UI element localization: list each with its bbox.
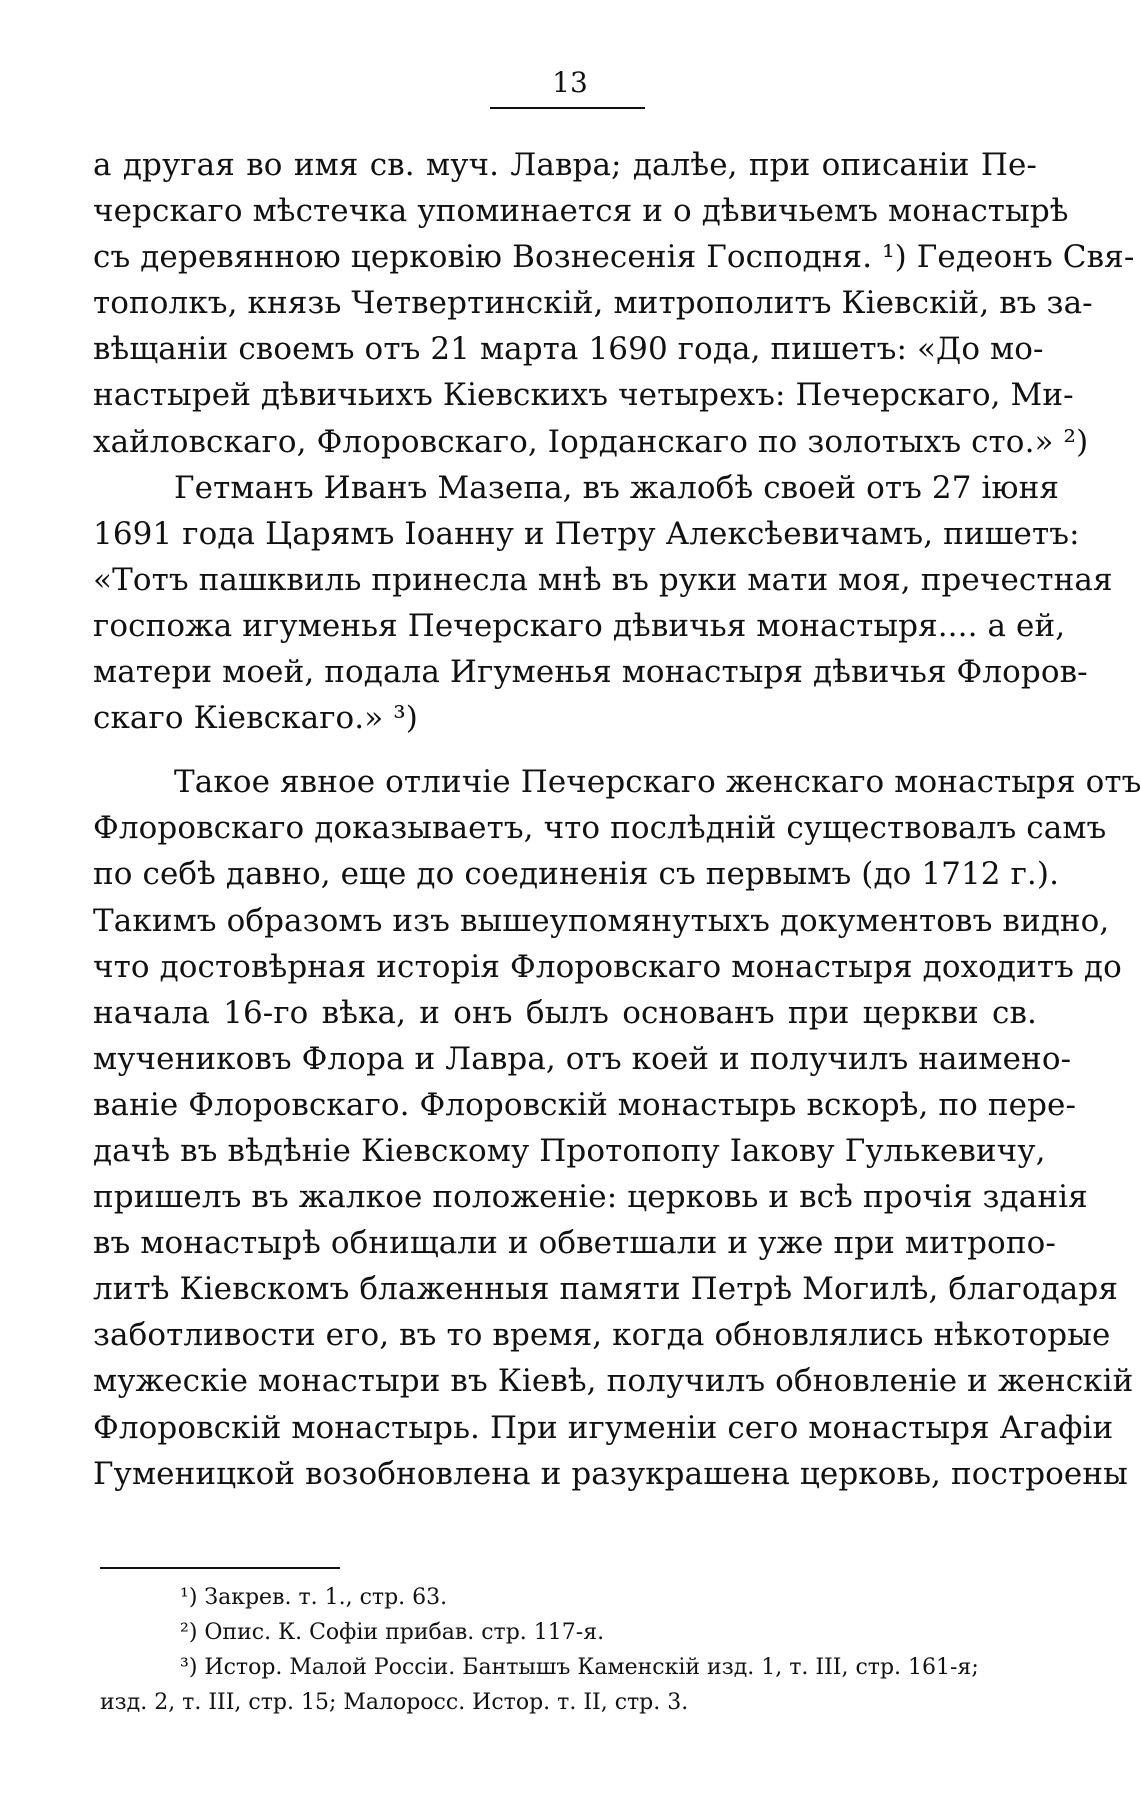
text-line: Флоровскаго доказываетъ, что послѣдній существовалъ самъ [93,810,1107,847]
footnotes [100,1580,1040,1720]
text-line: пришелъ въ жалкое положеніе: церковь и всѣ прочія зданія [93,1179,1088,1216]
footnote-2: ²) Опис. К. Софіи прибав. стр. 117-я. [180,1620,605,1645]
text-line: хайловскаго, Флоровскаго, Іорданскаго по золотыхъ сто.» ²) [93,423,1089,460]
text-line: вѣщаніи своемъ отъ 21 марта 1690 года, пишетъ: «До мо- [93,331,1044,368]
text-line: Гуменицкой возобновлена и разукрашена церковь, построены [93,1455,1128,1492]
text-line: Флоровскій монастырь. При игуменіи сего монастыря Агафіи [93,1409,1114,1446]
text-line: Такое явное отличіе Печерскаго женскаго монастыря отъ [174,764,1141,801]
text-line: начала 16-го вѣка, и онъ былъ основанъ при церкви св. [93,994,1037,1031]
text-line: мучениковъ Флора и Лавра, отъ коей и получилъ наимено- [93,1040,1072,1077]
paragraph-2 [93,465,1113,742]
paragraph-1 [93,142,1135,465]
text-line: тополкъ, князь Четвертинскій, митрополитъ Кіевскій, въ за- [93,285,1093,322]
text-line: литѣ Кіевскомъ блаженныя памяти Петрѣ Могилѣ, благодаря [93,1271,1118,1308]
body-text [93,142,1141,1497]
text-line: а другая во имя св. муч. Лавра; далѣе, при описаніи Пе- [93,147,1037,183]
text-line: по себѣ давно, еще до соединенія съ первымъ (до 1712 г.). [93,856,1060,893]
text-line: дачѣ въ вѣдѣніе Кіевскому Протопопу Іакову Гулькевичу, [93,1132,1046,1169]
text-line: матери моей, подала Игуменья монастыря дѣвичья Флоров- [93,654,1088,691]
text-line: черскаго мѣстечка упоминается и о дѣвичьемъ монастырѣ [93,193,1069,230]
text-line: Гетманъ Иванъ Мазепа, въ жалобѣ своей отъ 27 іюня [174,469,1060,506]
text-line: настырей дѣвичьихъ Кіевскихъ четырехъ: Печерскаго, Ми- [93,377,1074,414]
text-line: 1691 года Царямъ Іоанну и Петру Алексѣевичамъ, пишетъ: [93,515,1080,552]
text-line: заботливости его, въ то время, когда обновлялись нѣкоторые [93,1317,1111,1354]
text-line: госпожа игуменья Печерскаго дѣвичья монастыря.... а ей, [93,607,1066,644]
text-line: въ монастырѣ обнищали и обветшали и уже при митропо- [93,1225,1056,1262]
text-line: Такимъ образомъ изъ вышеупомянутыхъ документовъ видно, [93,902,1110,939]
footnote-rule [100,1567,340,1569]
text-line: скаго Кіевскаго.» ³) [93,700,419,737]
page-number: 13 [552,66,588,99]
page-number-rule [490,107,645,109]
paragraph-3 [93,759,1141,1497]
text-line: ваніе Флоровскаго. Флоровскій монастырь вскорѣ, по пере- [93,1086,1077,1123]
text-line: «Тотъ пашквиль принесла мнѣ въ руки мати моя, пречестная [93,561,1113,598]
footnote-3: ³) Истор. Малой Россіи. Бантышъ Каменскій изд. 1, т. III, стр. 161-я; [180,1655,979,1680]
footnote-3-continuation: изд. 2, т. III, стр. 15; Малоросс. Истор. т. II, стр. 3. [100,1690,689,1715]
text-line: что достовѣрная исторія Флоровскаго монастыря доходитъ до [93,948,1122,985]
text-line: съ деревянною церковію Вознесенія Господня. ¹) Гедеонъ Свя- [93,239,1135,276]
text-line: мужескіе монастыри въ Кіевѣ, получилъ обновленіе и женскій [93,1363,1134,1400]
footnote-1: ¹) Закрев. т. 1., стр. 63. [180,1585,448,1610]
